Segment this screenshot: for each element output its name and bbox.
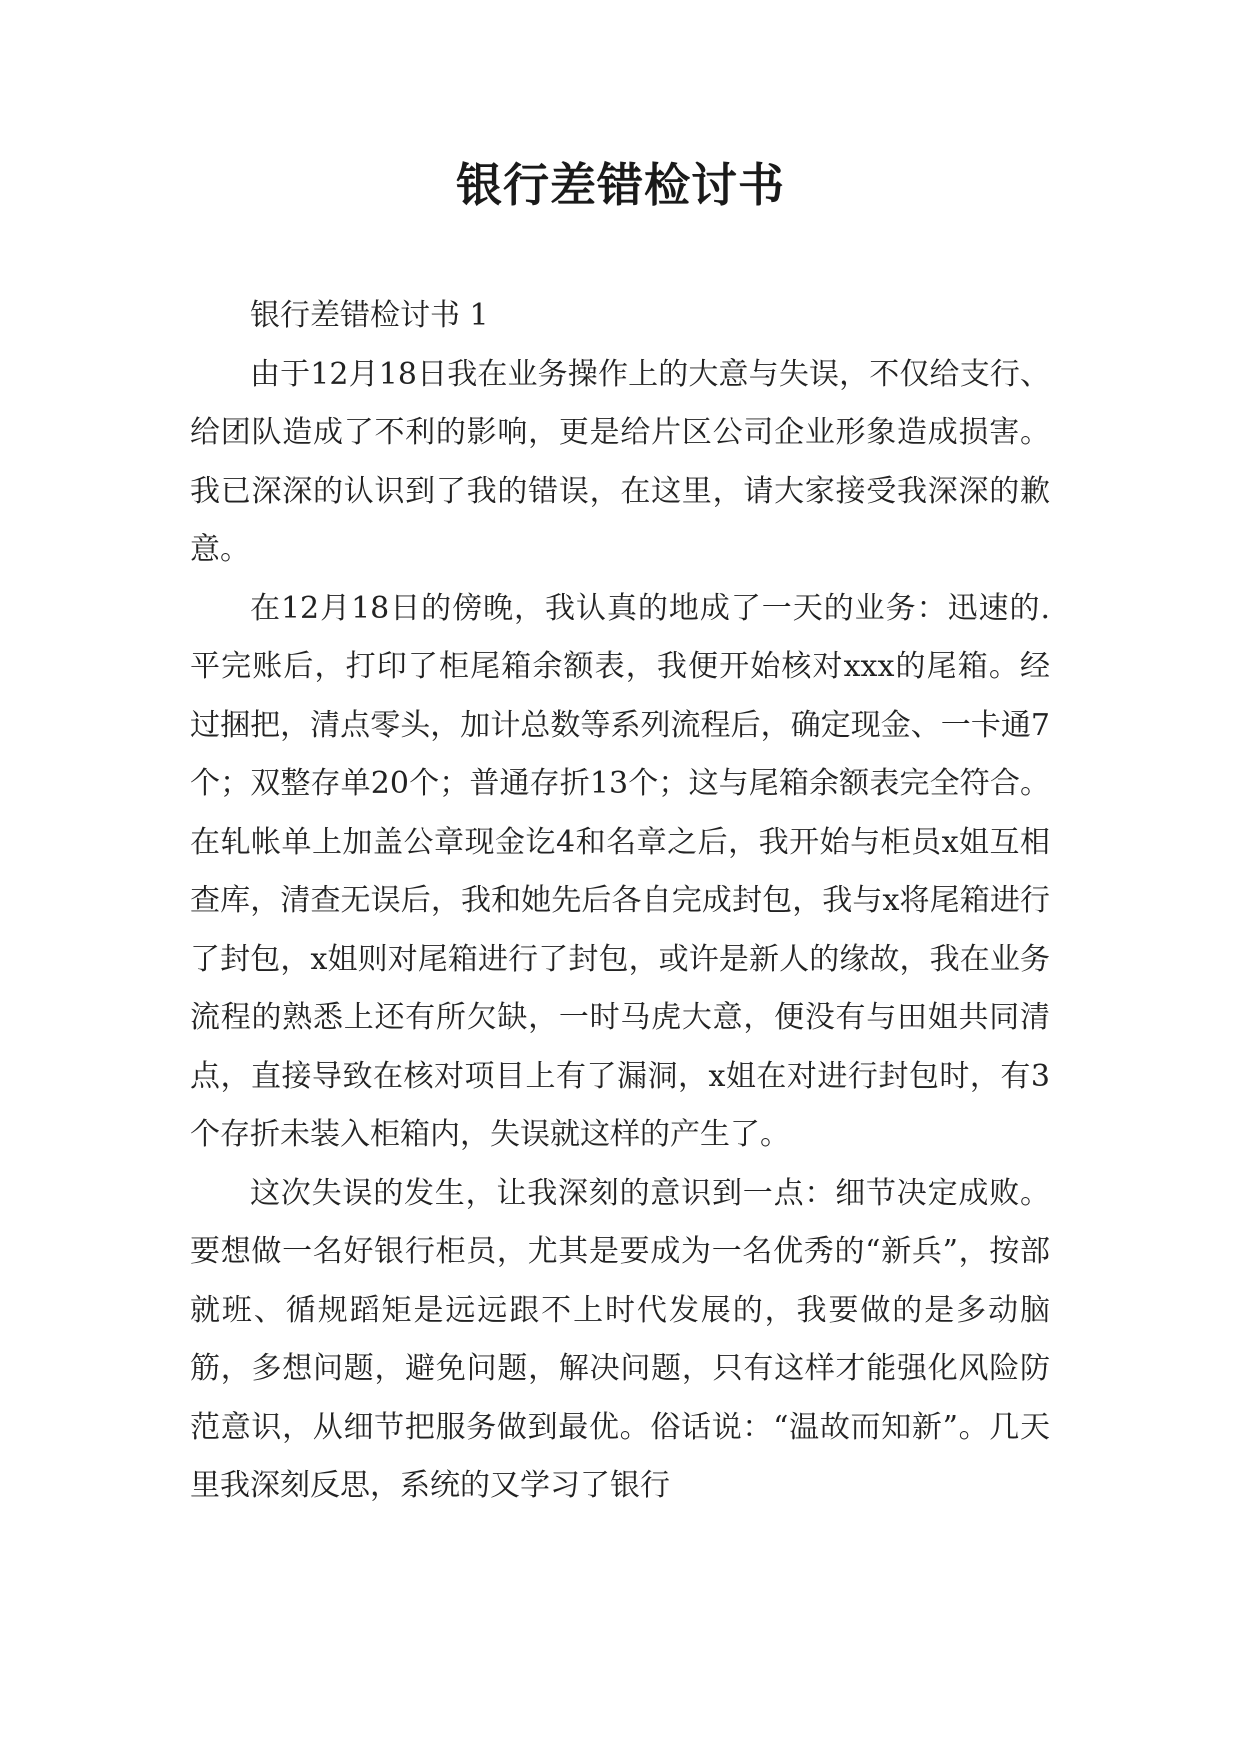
section-heading: 银行差错检讨书 1 bbox=[250, 298, 489, 333]
body-paragraph: 由于12月18日我在业务操作上的大意与失误，不仅给支行、给团队造成了不利的影响，更是给片区公司企业形象造成损害。我已深深的认识到了我的错误，在这里，请大家接受我深深的歉意。 bbox=[190, 356, 1050, 567]
body-paragraph: 这次失误的发生，让我深刻的意识到一点：细节决定成败。要想做一名好银行柜员，尤其是要成为一名优秀的“新兵”，按部就班、循规蹈矩是远远跟不上时代发展的，我要做的是多动脑筋，多想问题，避免问题，解决问题，只有这样才能强化风险防范意识，从细节把服务做到最优。俗话说：“温故而知新”。几天里我深刻反思，系统的又学习了银行 bbox=[190, 1175, 1050, 1503]
body-paragraph: 在12月18日的傍晚，我认真的地成了一天的业务：迅速的.平完账后，打印了柜尾箱余额表，我便开始核对xxx的尾箱。经过捆把，清点零头，加计总数等系列流程后，确定现金、一卡通7个；双整存单20个；普通存折13个；这与尾箱余额表完全符合。在轧帐单上加盖公章现金讫4和名章之后，我开始与柜员x姐互相查库，清查无误后，我和她先后各自完成封包，我与x将尾箱进行了封包，x姐则对尾箱进行了封包，或许是新人的缘故，我在业务流程的熟悉上还有所欠缺，一时马虎大意，便没有与田姐共同清点，直接导致在核对项目上有了漏洞，x姐在对进行封包时，有3个存折未装入柜箱内，失误就这样的产生了。 bbox=[190, 590, 1050, 1152]
document-title: 银行差错检讨书 bbox=[456, 158, 785, 212]
document-body bbox=[190, 287, 1050, 1516]
